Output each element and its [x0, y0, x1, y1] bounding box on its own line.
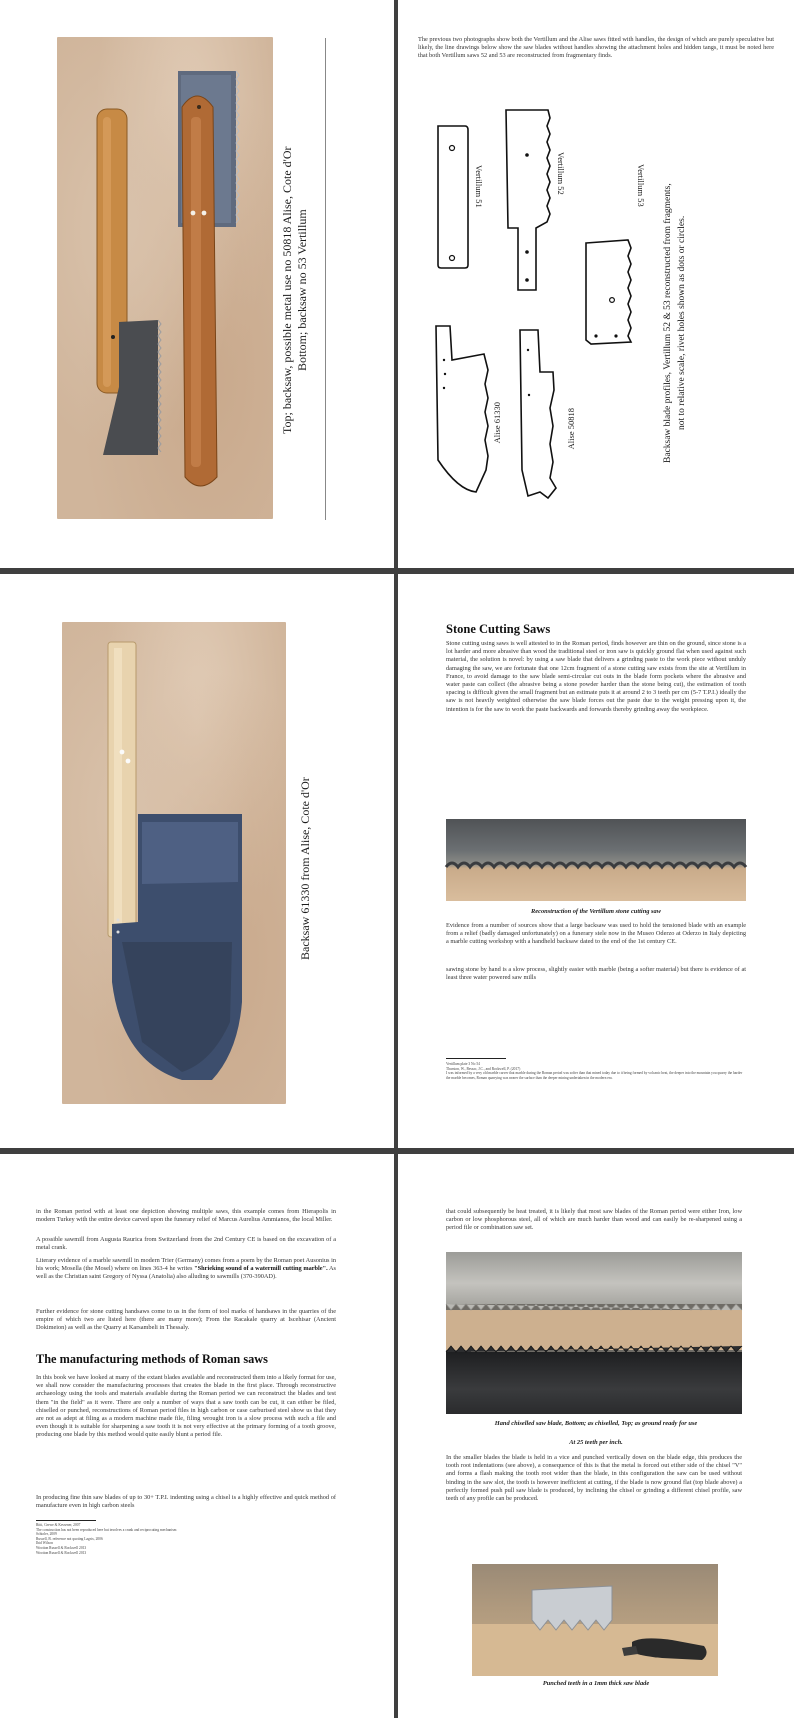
profiles-caption [661, 148, 689, 498]
paragraph: In this book we have looked at many of the extant blades available and reconstructed them into a likely format for use, we shall now consider the manufacturing processes that creates the blade in the first place. Through reconstructive archaeology using the tools and materials available during the Roman period we can reconstruct the blades and test them "in the field" as it were. There are only a number of ways that a saw tooth can be cut, it can either be filed, chiselled or punched, reconstructions of Roman period files in high carbon or case carburised steel show us that they are not as adept at filing as a modern machine made file, filing wrought iron is a slow process with such a file and even though it is suitable for sharpening a saw tooth it is not very effective at the primary forming of a tooth groove, producing one blade by this method would quite easily blunt a period file. [36, 1374, 336, 1439]
label-alise-50818: Alise 50818 [566, 408, 576, 450]
caption-line-1: Top; backsaw, possible metal use no 50818 Alise, Cote d'Or [280, 146, 294, 434]
footnote: I was informed by a very old marble carver that marble during the Roman period was softer than that mined today due to it being formed by volcanic heat, the deeper into the mountain you quarry the harder the marble becomes, Roman quarrying was nearer the surface than the deeper mining undertaken in the modern era. [446, 1071, 743, 1080]
vertillum-53-profile [586, 240, 631, 344]
footnotes [36, 1523, 336, 1555]
saw-teeth-illustration [446, 1252, 742, 1414]
paragraph: that could subsequently be heat treated, it is likely that most saw blades of the Roman period were either Iron, low carbon or low phosphorous steel, all of which are much harder than wood and can easily be re-sharpened using a period file or combination saw set. [446, 1208, 742, 1232]
blade-photo-caption-2: At 25 teeth per inch. [569, 1439, 623, 1446]
vertillum-52-profile [506, 110, 550, 290]
photo-caption [280, 140, 310, 440]
footnote-rule [446, 1058, 506, 1059]
label-vertillum-53: Vertillum 53 [636, 164, 646, 207]
stone-saw-paragraph-2: Evidence from a number of sources show that a large backsaw was used to hold the tensioned blade with an example from a relief (badly damaged unfortunately) on a funerary stele now in the Museo Oderzo at Oderzo in Italy depicting a marble cutting workshop with a handheld backsaw dated to the end of the 1st century CE. [446, 922, 746, 946]
backsaw-61330-photo [62, 622, 286, 1104]
punched-teeth-caption: Punched teeth in a 1mm thick saw blade [542, 1680, 650, 1687]
paragraph: in the Roman period with at least one depiction showing multiple saws, this example comes from Hierapolis in modern Turkey with the entire device carved upon the funerary relief of Marcus Aurelius Ammianos, the local Miller. [36, 1208, 336, 1224]
photo-caption: Backsaw 61330 from Alise, Cote d'Or [298, 777, 312, 961]
paragraph: In the smaller blades the blade is held in a vice and punched vertically down on the blade edge, this produces the tooth root indentations (see above), a consequence of this is that the metal is forced out either side of the chisel "V" and forms a flash making the tooth root wider than the blade, in this configuration the saw can be used without binding in the saw slot, the tooth is however inefficient at cutting, if the blade is now ground flat (top blade above) a perfectly formed push pull saw blade is produced, by inclining the chisel or grinding a different chisel profile, saw teeth of any profile can be produced. [446, 1454, 742, 1503]
page-5 [0, 1154, 394, 1718]
vertillum-51-profile [438, 126, 468, 268]
intro-paragraph: The previous two photographs show both the Vertillum and the Alise saws fitted with handles, the design of which are purely speculative but likely, the line drawings below show the saw blades without handles showing the attachment holes and hidden tangs, it must be noted here that both Vertillum saws 52 and 53 are reconstructed from fragmentary finds. [418, 36, 774, 60]
footnote: Schioler, 2009 [36, 1532, 57, 1537]
alise-50818-profile [520, 330, 556, 498]
paragraph [36, 1257, 336, 1282]
stone-saw-teeth [446, 819, 746, 901]
blade-photo-caption: Hand chiselled saw blade, Bottom; as chiselled, Top; as ground ready for use [494, 1420, 698, 1427]
page-6 [398, 1154, 794, 1718]
stone-saw-paragraph-3: sawing stone by hand is a slow process, slightly easier with marble (being a softer material) but there is evidence of at least three water powered saw mills [446, 966, 746, 982]
page-3 [0, 574, 394, 1148]
footnote: Wootton Russell & Rockwell 2013 [36, 1550, 87, 1555]
caption-line-2: Bottom; backsaw no 53 Vertillum [295, 209, 309, 371]
punched-teeth-illustration [472, 1564, 718, 1676]
footnote: Wootton Russell & Rockwell 2013 [36, 1545, 87, 1550]
footnote: Russell, B. reference not quoting Lagrix, 2006 [36, 1536, 103, 1541]
backsaw-61330-illustration [62, 622, 286, 1104]
footnote-rule [36, 1520, 96, 1521]
label-alise-61330: Alise 61330 [492, 402, 502, 444]
alise-61330-profile [436, 326, 488, 492]
poem-quote: "Shrieking sound of a watermill cutting marble". [194, 1265, 328, 1273]
page-2 [398, 0, 794, 568]
footnote: Vertillum plate 3 No 54 [446, 1062, 480, 1066]
footnote: Thurston, W., Bessac, J.C., and Rockwell, P. (2017) [446, 1066, 521, 1071]
paragraph-text: As well as the Christian saint Gregory of Nyssa (Anatolia) also alluding to sawmills (370-390AD). [36, 1265, 336, 1281]
blade-profile-drawings [398, 0, 794, 568]
section-heading: The manufacturing methods of Roman saws [36, 1352, 268, 1366]
stone-saw-photo-caption: Reconstruction of the Vertillum stone cutting saw [531, 908, 661, 915]
footnotes [446, 1062, 746, 1080]
page-4 [398, 574, 794, 1148]
chiselled-blade-photo [446, 1252, 742, 1414]
profiles-caption-line-2: not to relative scale, rivet holes shown as dots or circles. [677, 215, 687, 431]
paragraph-text: Literary evidence of a marble sawmill in modern Trier (Germany) comes from a poem by the Roman poet Ausonius in his work; Mosella (the Mosel) where on lines 363-4 he writes [36, 1257, 336, 1273]
stone-saw-photo [446, 819, 746, 901]
section-heading: Stone Cutting Saws [446, 622, 551, 636]
paragraph: In producing fine thin saw blades of up to 30+ T.P.I. indenting using a chisel is a highly effective and quick method of manufacture even in high carbon steels [36, 1494, 336, 1510]
backsaws-photo [57, 37, 273, 519]
paragraph: A possible sawmill from Augusta Raurica from Switzerland from the 2nd Century CE is based on the excavation of a metal crank. [36, 1236, 336, 1252]
footnote: Ritti, Grewe & Kessener, 2007 [36, 1523, 81, 1527]
label-vertillum-51: Vertillum 51 [474, 165, 484, 208]
stone-saw-paragraph: Stone cutting using saws is well attested to in the Roman period, finds however are thin on the ground, since stone is a lot harder and more abrasive than wood the traditional steel or iron saw is quickly ground flat when used against such material, the solution is novel: by using a saw blade that delivers a grinding paste to the work piece without unduly damaging the saw, we are fortunate that one 12cm fragment of a stone cutting saw exists from the site at Vertillum in France, to avoid damage to the saw blade semi-circular cut outs in the blade form pockets where the abrasive and water paste can collect (the abrasive being a stone powder harder than the stone being cut), the estimation of tooth spacing is difficult given the small fragment but an estimate puts it at around 2 to 3 teeth per cm (5-7 T.P.I.) ideally the saw is not heavily weighted otherwise the saw blade forces out the paste due to the weight pressing upon it, the intention is for the saw to work the paste backwards and forwards thereby grinding away the workpiece. [446, 640, 746, 713]
footnote: Ibid Wilson [36, 1541, 53, 1546]
profiles-caption-line-1: Backsaw blade profiles, Vertillum 52 & 53 reconstructed from fragments, [663, 183, 673, 463]
label-vertillum-52: Vertillum 52 [556, 152, 566, 195]
backsaws-illustration [57, 37, 273, 519]
margin-rule [325, 38, 326, 520]
footnote: The construction has not been reproduced here but involves a crank and reciprocating mechanism [36, 1527, 177, 1532]
paragraph: Further evidence for stone cutting handsaws come to us in the form of tool marks of handsaws in the quarries of the empire of which two are listed here (there are many more); From the Racakale quarry at Iscehisar (Ancient Dokimeion) as well as the Quarry at Karsambeli in Thessaly. [36, 1308, 336, 1332]
punched-teeth-photo [472, 1564, 718, 1676]
page-1 [0, 0, 394, 568]
